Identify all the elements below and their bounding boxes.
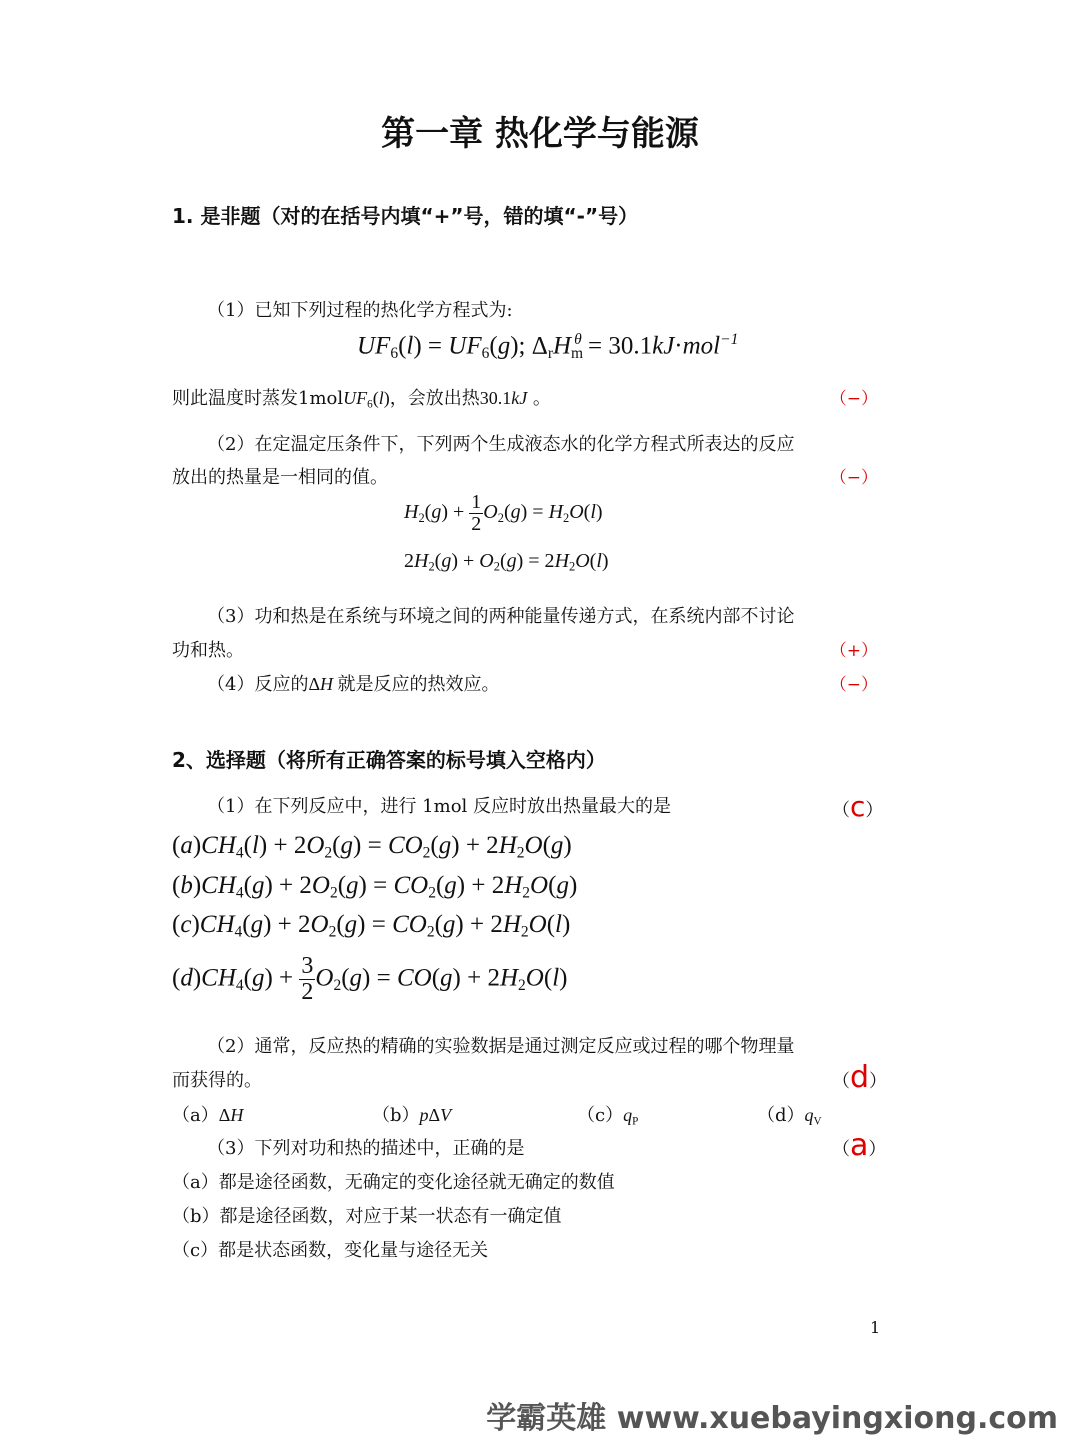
s2-q3-answer bbox=[832, 1128, 886, 1163]
s2-q3-answer-open: （ bbox=[832, 1139, 850, 1160]
q1-formula-inline: $UF_6(l)$ bbox=[343, 388, 390, 411]
s2-q3-option-a: （a）都是途径函数，无确定的变化途径就无确定的数值 bbox=[172, 1172, 615, 1193]
page-number: 1 bbox=[870, 1318, 881, 1337]
s2-q3-answer-close: ） bbox=[868, 1139, 887, 1160]
q2-answer: （−） bbox=[829, 468, 878, 488]
option-c-label: （c） bbox=[577, 1105, 624, 1126]
q2-equation-1: $H_2(g)$ + $\frac{1}{2}$ $O_2(g) = H_2O(l)$ bbox=[404, 491, 603, 535]
watermark: 学霸英雄 www.xuebayingxiong.com bbox=[486, 1401, 1058, 1436]
s2-q2-answer bbox=[832, 1060, 887, 1095]
q1-line2 bbox=[172, 384, 551, 410]
option-d-label: （d） bbox=[757, 1105, 805, 1126]
q1-line2-tail: ，会放出热 bbox=[389, 388, 480, 409]
s2-q1-answer bbox=[832, 790, 883, 823]
q2-line1: （2）在定温定压条件下，下列两个生成液态水的化学方程式所表达的反应 bbox=[207, 434, 795, 455]
q3-answer: （+） bbox=[829, 641, 878, 661]
s2-q3-text: （3）下列对功和热的描述中，正确的是 bbox=[207, 1138, 525, 1159]
option-b-label: （b） bbox=[372, 1105, 420, 1126]
q4-text bbox=[207, 670, 500, 696]
s2-q3-answer-letter: a bbox=[850, 1128, 869, 1163]
reaction-d: $(d)CH_4(g)$ + $\frac{3}{2}$ $O_2(g) = CO(g) + 2H_2O(l)$ bbox=[172, 953, 568, 1006]
s2-q2-answer-close: ） bbox=[869, 1071, 888, 1092]
q2-line2: 放出的热量是一相同的值。 bbox=[172, 467, 388, 488]
q1-text: （1）已知下列过程的热化学方程式为: bbox=[207, 300, 513, 321]
s2-q3-option-b: （b）都是途径函数，对应于某一状态有一确定值 bbox=[172, 1206, 562, 1227]
s2-q2-answer-letter: d bbox=[850, 1060, 870, 1095]
q4-delta-h: ΔH bbox=[308, 674, 338, 694]
section1-heading: 1. 是非题（对的在括号内填“+”号，错的填“-”号） bbox=[172, 204, 639, 228]
q4-answer: （−） bbox=[829, 675, 878, 695]
s2-q2-option-b: （b）pΔV bbox=[372, 1105, 452, 1126]
q2-equation-2: $2H_2(g) + O_2(g) = 2H_2O(l)$ bbox=[404, 550, 609, 574]
option-a-label: （a） bbox=[172, 1105, 219, 1126]
s2-q2-line1: （2）通常，反应热的精确的实验数据是通过测定反应或过程的哪个物理量 bbox=[207, 1036, 795, 1057]
chapter-title: 第一章 热化学与能源 bbox=[381, 114, 699, 154]
s2-q1-answer-letter: c bbox=[850, 790, 866, 823]
section2-heading: 2、选择题（将所有正确答案的标号填入空格内） bbox=[172, 748, 606, 772]
reaction-a: $(a)CH_4(l) + 2O_2(g) = CO_2(g) + 2H_2O(g)$ bbox=[172, 832, 572, 862]
s2-q1-answer-open: （ bbox=[832, 800, 850, 821]
s2-q2-option-c: $(c)q_P$ bbox=[577, 1105, 639, 1128]
s2-q2-option-d: $(d)q_V$ bbox=[757, 1105, 822, 1128]
q3-line1: （3）功和热是在系统与环境之间的两种能量传递方式，在系统内部不讨论 bbox=[207, 606, 795, 627]
reaction-c: $(c)CH_4(g) + 2O_2(g) = CO_2(g) + 2H_2O(l)$ bbox=[172, 911, 571, 941]
s2-q1-answer-close: ） bbox=[865, 800, 884, 821]
s2-q3-option-c: （c）都是状态函数，变化量与途径无关 bbox=[172, 1240, 489, 1261]
q4-text-b: 就是反应的热效应。 bbox=[337, 674, 500, 695]
q1-line2-end: 。 bbox=[527, 388, 551, 409]
q4-text-a: （4）反应的 bbox=[207, 674, 309, 695]
s2-q2-line2: 而获得的。 bbox=[172, 1070, 262, 1091]
s2-q2-answer-open: （ bbox=[832, 1071, 850, 1092]
q1-heat-value: 30.1kJ bbox=[479, 388, 528, 408]
reaction-b: $(b)CH_4(g) + 2O_2(g) = CO_2(g) + 2H_2O(g)$ bbox=[172, 872, 578, 902]
q1-equation: $UF_6(l) = UF_6(g)$; $\Delta_rH_m^\theta = 30.1kJ\cdot mol^{-1}$ bbox=[357, 331, 739, 362]
q1-answer: （−） bbox=[829, 389, 878, 409]
q1-line2-text: 则此温度时蒸发1mol bbox=[172, 388, 344, 409]
s2-q1-text: （1）在下列反应中，进行 1mol 反应时放出热量最大的是 bbox=[207, 796, 672, 817]
s2-q2-option-a: （a）ΔH bbox=[172, 1105, 244, 1126]
q3-line2: 功和热。 bbox=[172, 640, 244, 661]
